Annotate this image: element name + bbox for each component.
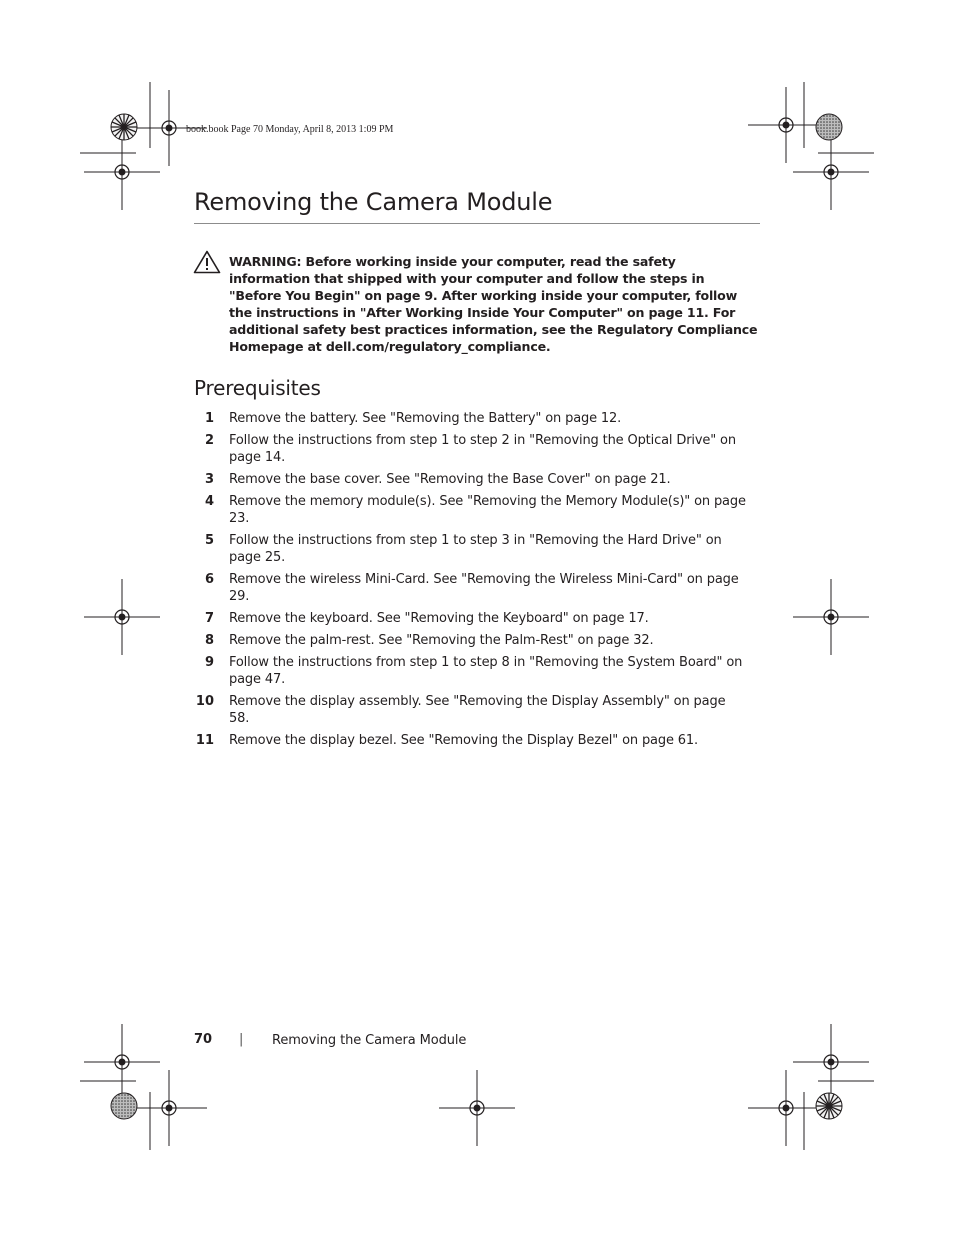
- title-underline: [194, 223, 760, 224]
- step-text: Remove the palm-rest. See "Removing the Palm-Rest" on page 32.: [229, 633, 654, 648]
- step-text: Remove the display bezel. See "Removing the Display Bezel" on page 61.: [229, 733, 699, 748]
- warning-triangle-icon: [193, 250, 221, 274]
- warning-message: WARNING: Before working inside your computer, read the safety information that shipped with your computer and follow the steps in "Before You Begin" on page 9. After working inside your computer, follow the instructions in "After Working Inside Your Computer" on page 11. For additional safety best practices information, see the Regulatory Compliance Homepage at dell.com/regulatory_compliance.: [229, 254, 758, 354]
- step-number: 1: [204, 411, 214, 426]
- step-number: 9: [204, 655, 214, 670]
- step-text: Remove the memory module(s). See "Removing the Memory Module(s)" on page 23.: [229, 494, 746, 526]
- prerequisite-step: [194, 432, 760, 466]
- step-number: 2: [204, 433, 214, 448]
- footer-page-number: 70: [194, 1032, 213, 1047]
- prerequisite-step: [194, 693, 760, 727]
- step-text: Remove the base cover. See "Removing the Base Cover" on page 21.: [229, 472, 671, 487]
- footer-separator: |: [239, 1032, 244, 1047]
- step-text: Remove the keyboard. See "Removing the Keyboard" on page 17.: [229, 611, 649, 626]
- step-number: 8: [204, 633, 214, 648]
- prerequisites-heading: Prerequisites: [194, 376, 321, 400]
- step-number: 6: [204, 572, 214, 587]
- step-text: Remove the battery. See "Removing the Battery" on page 12.: [229, 411, 622, 426]
- step-text: Follow the instructions from step 1 to step 3 in "Removing the Hard Drive" on page 25.: [229, 533, 722, 565]
- prerequisite-step: [194, 532, 760, 566]
- step-number: 5: [204, 533, 214, 548]
- step-text: Remove the wireless Mini-Card. See "Removing the Wireless Mini-Card" on page 29.: [229, 572, 739, 604]
- prerequisite-step: [194, 493, 760, 527]
- prerequisite-step: [194, 632, 760, 649]
- step-number: 3: [204, 472, 214, 487]
- step-number: 7: [204, 611, 214, 626]
- prerequisite-step: [194, 732, 760, 749]
- prerequisite-step: [194, 410, 760, 427]
- step-number: 11: [195, 733, 214, 748]
- prerequisite-step: [194, 571, 760, 605]
- prerequisite-step: [194, 471, 760, 488]
- print-header-info: book.book Page 70 Monday, April 8, 2013 1:09 PM: [186, 124, 394, 135]
- step-text: Follow the instructions from step 1 to step 8 in "Removing the System Board" on page 47.: [229, 655, 743, 687]
- step-number: 4: [204, 494, 214, 509]
- step-number: 10: [195, 694, 214, 709]
- page-title: Removing the Camera Module: [194, 188, 553, 216]
- step-text: Follow the instructions from step 1 to step 2 in "Removing the Optical Drive" on page 14.: [229, 433, 736, 465]
- prerequisite-step: [194, 610, 760, 627]
- step-text: Remove the display assembly. See "Removing the Display Assembly" on page 58.: [229, 694, 726, 726]
- prerequisite-steps-list: [194, 410, 760, 754]
- footer-section-title: Removing the Camera Module: [272, 1033, 467, 1048]
- prerequisite-step: [194, 654, 760, 688]
